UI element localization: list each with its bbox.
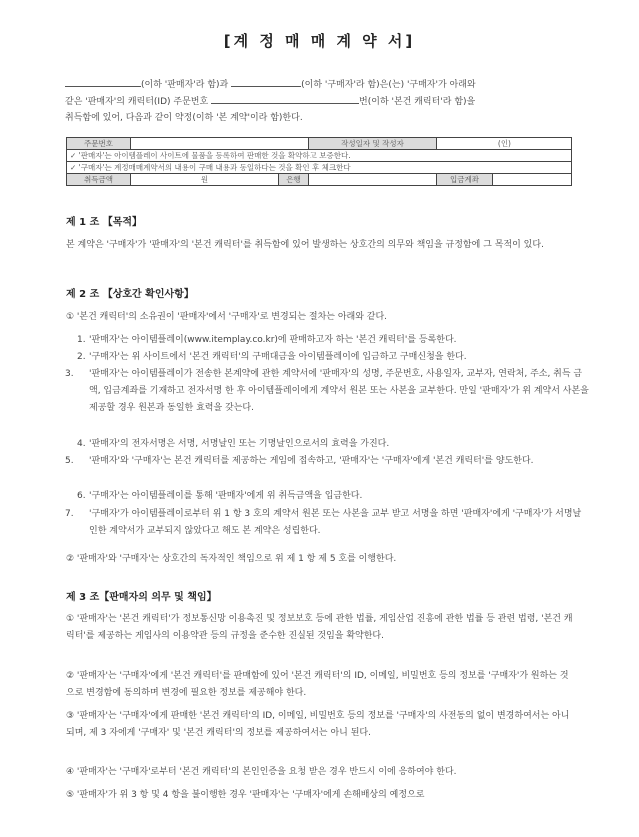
seller-name-blank[interactable] bbox=[65, 76, 141, 87]
table-row bbox=[67, 174, 572, 186]
intro-text-1b: (이하 '구매자'라 함)은(는) '구매자'가 아래와 bbox=[301, 80, 476, 90]
order-info-table bbox=[66, 137, 572, 186]
article2-paragraph-1: ① '본건 캐릭터'의 소유권이 '판매자'에서 '구매자'로 변경되는 절차는 아래와 같다. bbox=[66, 312, 388, 322]
amount-value[interactable]: 원 bbox=[131, 174, 279, 186]
article3-paragraph-2: ② '판매자'는 '구매자'에게 '본건 캐릭터'를 판매함에 있어 '본건 캐릭터'의 ID, 이메일, 비밀번호 등의 정보를 '구매자'가 원하는 것으로 변경함에 동의하며 변경에 필요한 정보를 제공해야 한다. bbox=[66, 671, 569, 698]
article2-item-2: 2. '구매자'는 위 사이트에서 '본건 캐릭터'의 구매대금을 아이템플레이에 입금하고 구매신청을 한다. bbox=[77, 352, 467, 362]
article2-item-6: 6. '구매자'는 아이템플레이를 통해 '판매자'에게 위 취득금액을 입금한다. bbox=[77, 491, 363, 501]
article3-paragraph-1: ① '판매자'는 '본건 캐릭터'가 정보통신망 이용촉진 및 정보보호 등에 관한 법률, 게임산업 진흥에 관한 법률 등 관련 법령, '본건 캐릭터'를 제공하는 게임사의 이용약관 등의 규정을 준수한 진실된 것임을 확약한다. bbox=[66, 614, 573, 641]
written-date-label: 작성일자 및 작성자 bbox=[309, 138, 437, 150]
order-number-label: 주문번호 bbox=[67, 138, 131, 150]
article2-heading: 제 2 조 【상호간 확인사항】 bbox=[66, 289, 194, 300]
account-value[interactable] bbox=[493, 174, 572, 186]
intro-text-2b: 번(이하 '본건 캐릭터'라 함)을 bbox=[359, 97, 476, 107]
article1-body: 본 계약은 '구매자'가 '판매자'의 '본건 캐릭터'를 취득함에 있어 발생하는 상호간의 의무와 책임을 규정함에 그 목적이 있다. bbox=[66, 240, 544, 250]
intro-paragraph bbox=[65, 76, 585, 126]
intro-text-2a: 같은 '판매자'의 캐릭터(ID) 주문번호 bbox=[65, 97, 209, 107]
table-row bbox=[67, 138, 572, 150]
table-row bbox=[67, 150, 572, 162]
article2-item-1: 1. '판매자'는 아이템플레이(www.itemplay.co.kr)에 판매하고자 하는 '본건 캐릭터'를 등록한다. bbox=[77, 335, 457, 345]
buyer-check-item[interactable]: ✓ '구매자'는 계정매매계약서의 내용이 구매 내용과 동일하다는 것을 확인 후 체크한다 bbox=[67, 162, 572, 174]
article2-item-7: 7. '구매자'가 아이템플레이로부터 위 1 항 3 호의 계약서 원본 또는 사본을 교부 받고 서명을 하면 '판매자'에게 '구매자'가 서명날인한 계약서가 교부되지 않았다고 해도 본 계약은 성립한다. bbox=[65, 509, 582, 536]
order-number-blank[interactable] bbox=[211, 93, 359, 104]
written-date-value[interactable]: (인) bbox=[437, 138, 572, 150]
bank-label: 은행 bbox=[279, 174, 309, 186]
amount-label: 취득금액 bbox=[67, 174, 131, 186]
article2-item-5: 5. '판매자'와 '구매자'는 본건 캐릭터를 제공하는 게임에 접속하고, '판매자'는 '구매자'에게 '본건 캐릭터'를 양도한다. bbox=[65, 456, 534, 466]
article2-item-3: 3. '판매자'는 아이템플레이가 전송한 본계약에 관한 계약서에 '판매자'의 성명, 주문번호, 사용일자, 교부자, 연락처, 주소, 취득 금액, 입금계좌를 기재하고 전자서명 한 후 아이템플레이에게 계약서 원본 또는 사본을 교부한다. 만일 '판매자'가 위 계약서 사본을 제공할 경우 원본과 동일한 효력을 갖는다. bbox=[65, 369, 589, 413]
article3-paragraph-5: ⑤ '판매자'가 위 3 항 및 4 항을 불이행한 경우 '판매자'는 '구매자'에게 손해배상의 예정으로 bbox=[66, 790, 425, 800]
order-number-value[interactable] bbox=[131, 138, 309, 150]
article3-paragraph-3: ③ '판매자'는 '구매자'에게 판매한 '본건 캐릭터'의 ID, 이메일, 비밀번호 등의 정보를 '구매자'의 사전동의 없이 변경하여서는 아니 되며, 제 3 자에게 '구매자' 및 '본건 캐릭터'의 정보를 제공하여서는 아니 된다. bbox=[66, 711, 570, 738]
article2-paragraph-2: ② '판매자'와 '구매자'는 상호간의 독자적인 책임으로 위 제 1 항 제 5 호를 이행한다. bbox=[66, 554, 397, 564]
bank-value[interactable] bbox=[309, 174, 437, 186]
article1-heading: 제 1 조 【목적】 bbox=[66, 217, 143, 228]
article2-item-4: 4. '판매자'의 전자서명은 서명, 서명날인 또는 기명날인으로서의 효력을 가진다. bbox=[77, 439, 390, 449]
article3-paragraph-4: ④ '판매자'는 '구매자'로부터 '본건 캐릭터'의 본인인증을 요청 받은 경우 반드시 이에 응하여야 한다. bbox=[66, 767, 457, 777]
document-title: [계 정 매 매 계 약 서] bbox=[223, 32, 416, 50]
buyer-name-blank[interactable] bbox=[231, 76, 301, 87]
intro-text-1a: (이하 '판매자'라 함)과 bbox=[141, 80, 229, 90]
account-label: 입금계좌 bbox=[437, 174, 493, 186]
table-row bbox=[67, 162, 572, 174]
article3-heading: 제 3 조【판매자의 의무 및 책임】 bbox=[66, 592, 217, 603]
seller-check-item[interactable]: ✓ '판매자'는 아이템플레이 사이트에 물품을 등록하여 판매한 것을 확약하고 보증한다. bbox=[67, 150, 572, 162]
intro-text-3: 취득함에 있어, 다음과 같이 약정(이하 '본 계약'이라 함)한다. bbox=[65, 113, 303, 123]
